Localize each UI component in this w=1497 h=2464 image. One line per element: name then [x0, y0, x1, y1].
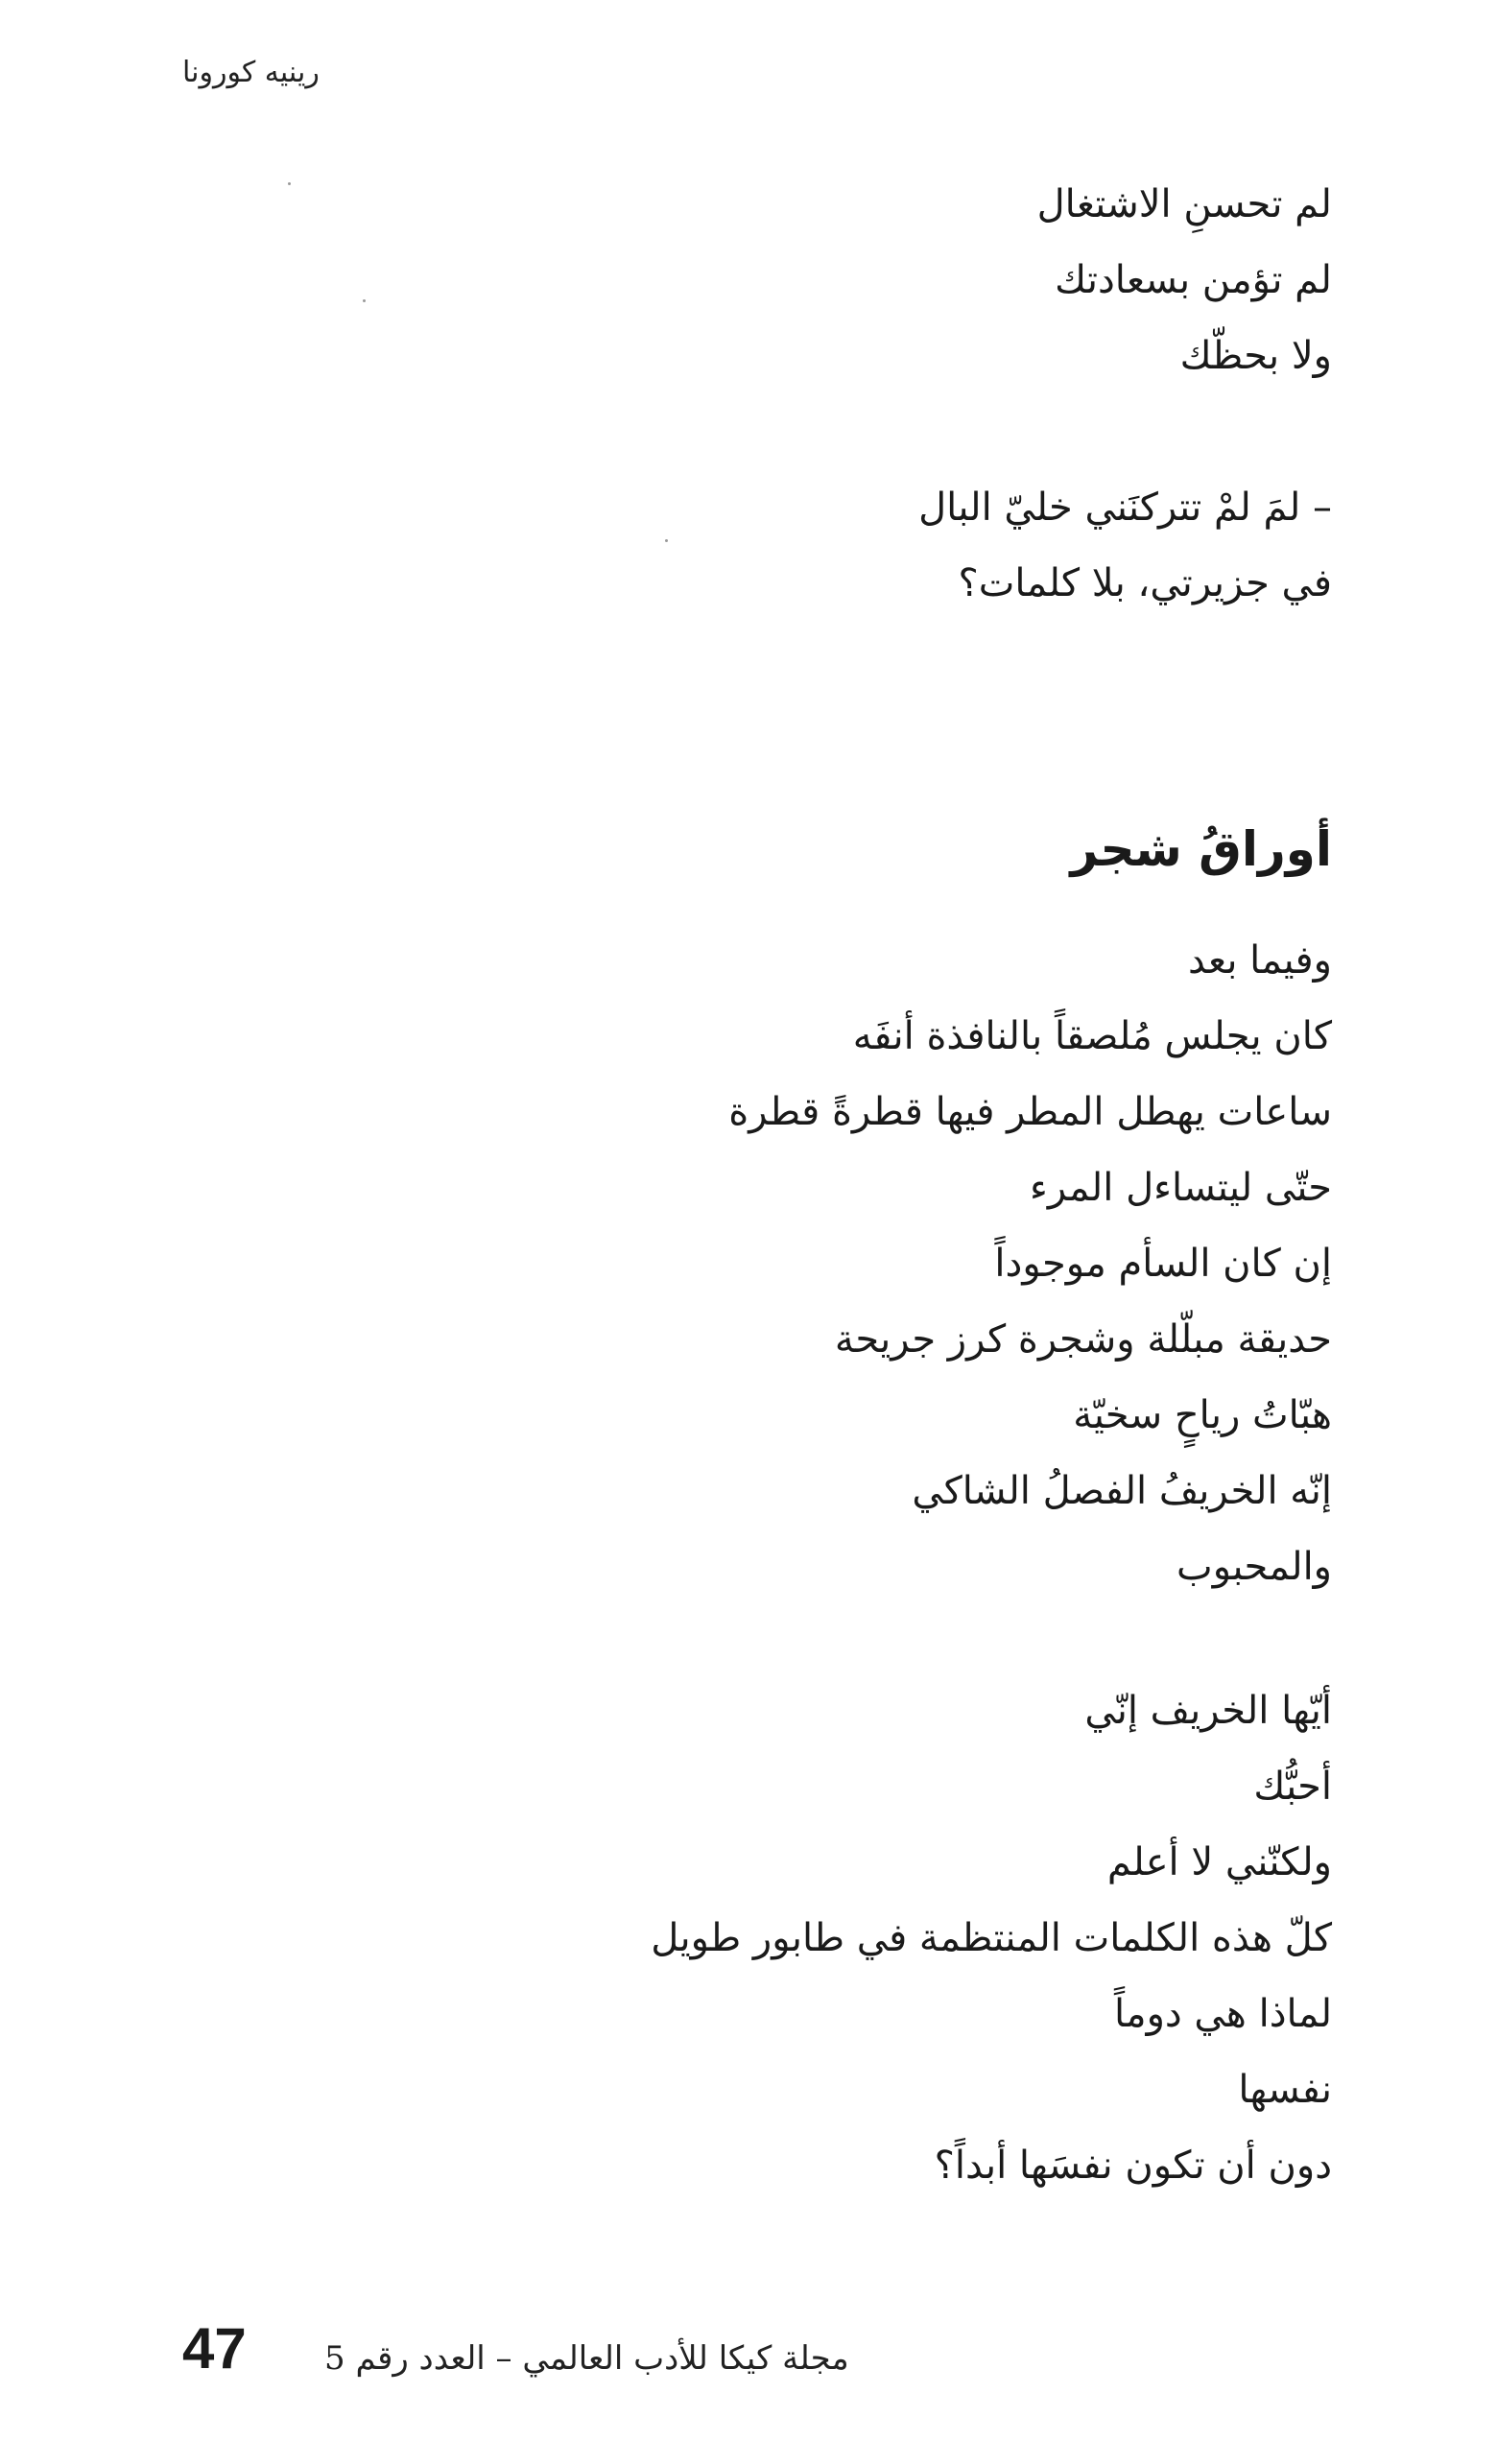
poem-title: أوراقُ شجر: [1070, 820, 1332, 877]
poem-line: ولا بحظّك: [1179, 334, 1332, 378]
poem-line: ساعات يهطل المطر فيها قطرةً قطرة: [728, 1090, 1332, 1134]
poem-stanza-2: [918, 470, 1332, 622]
poem-line: وفيما بعد: [1188, 938, 1332, 983]
poem-stanza-3: [728, 923, 1332, 1605]
poem-line: لماذا هي دوماً: [1113, 1992, 1332, 2036]
poem-stanza-4: [651, 1673, 1332, 2204]
poem-stanza-1: [1037, 167, 1332, 394]
poem-line: أحبُّك: [1253, 1765, 1332, 1809]
poem-line: هبّاتُ رياحٍ سخيّة: [1073, 1393, 1332, 1437]
scan-speck: [363, 299, 366, 302]
footer-journal-title: مجلة كيكا للأدب العالمي – العدد رقم 5: [324, 2339, 849, 2378]
poem-line: دون أن تكون نفسَها أبداً؟: [934, 2144, 1332, 2188]
page-number: 47: [182, 2316, 247, 2381]
poem-line: إنّه الخريفُ الفصلُ الشاكي: [912, 1469, 1332, 1513]
poem-line: نفسها: [1238, 2068, 1332, 2112]
poem-line: حتّى ليتساءل المرء: [1030, 1166, 1332, 1210]
poem-line: أيّها الخريف إنّي: [1084, 1689, 1332, 1733]
scan-speck: [665, 539, 668, 542]
poem-line: ولكنّني لا أعلم: [1106, 1840, 1332, 1884]
poem-line: – لمَ لمْ تتركنَني خليّ البال: [918, 486, 1332, 530]
poem-line: في جزيرتي، بلا كلمات؟: [958, 561, 1332, 605]
poem-line: لم تؤمن بسعادتك: [1055, 258, 1332, 302]
poem-line: كان يجلس مُلصقاً بالنافذة أنفَه: [852, 1014, 1332, 1058]
scan-speck: [288, 182, 291, 185]
poem-line: والمحبوب: [1176, 1545, 1332, 1589]
poem-line: لم تحسنِ الاشتغال: [1036, 182, 1332, 226]
running-header-author: رينيه كورونا: [182, 56, 320, 89]
poem-line: حديقة مبلّلة وشجرة كرز جريحة: [834, 1317, 1332, 1362]
poem-line: إن كان السأم موجوداً: [994, 1242, 1332, 1286]
poem-line: كلّ هذه الكلمات المنتظمة في طابور طويل: [651, 1916, 1332, 1960]
